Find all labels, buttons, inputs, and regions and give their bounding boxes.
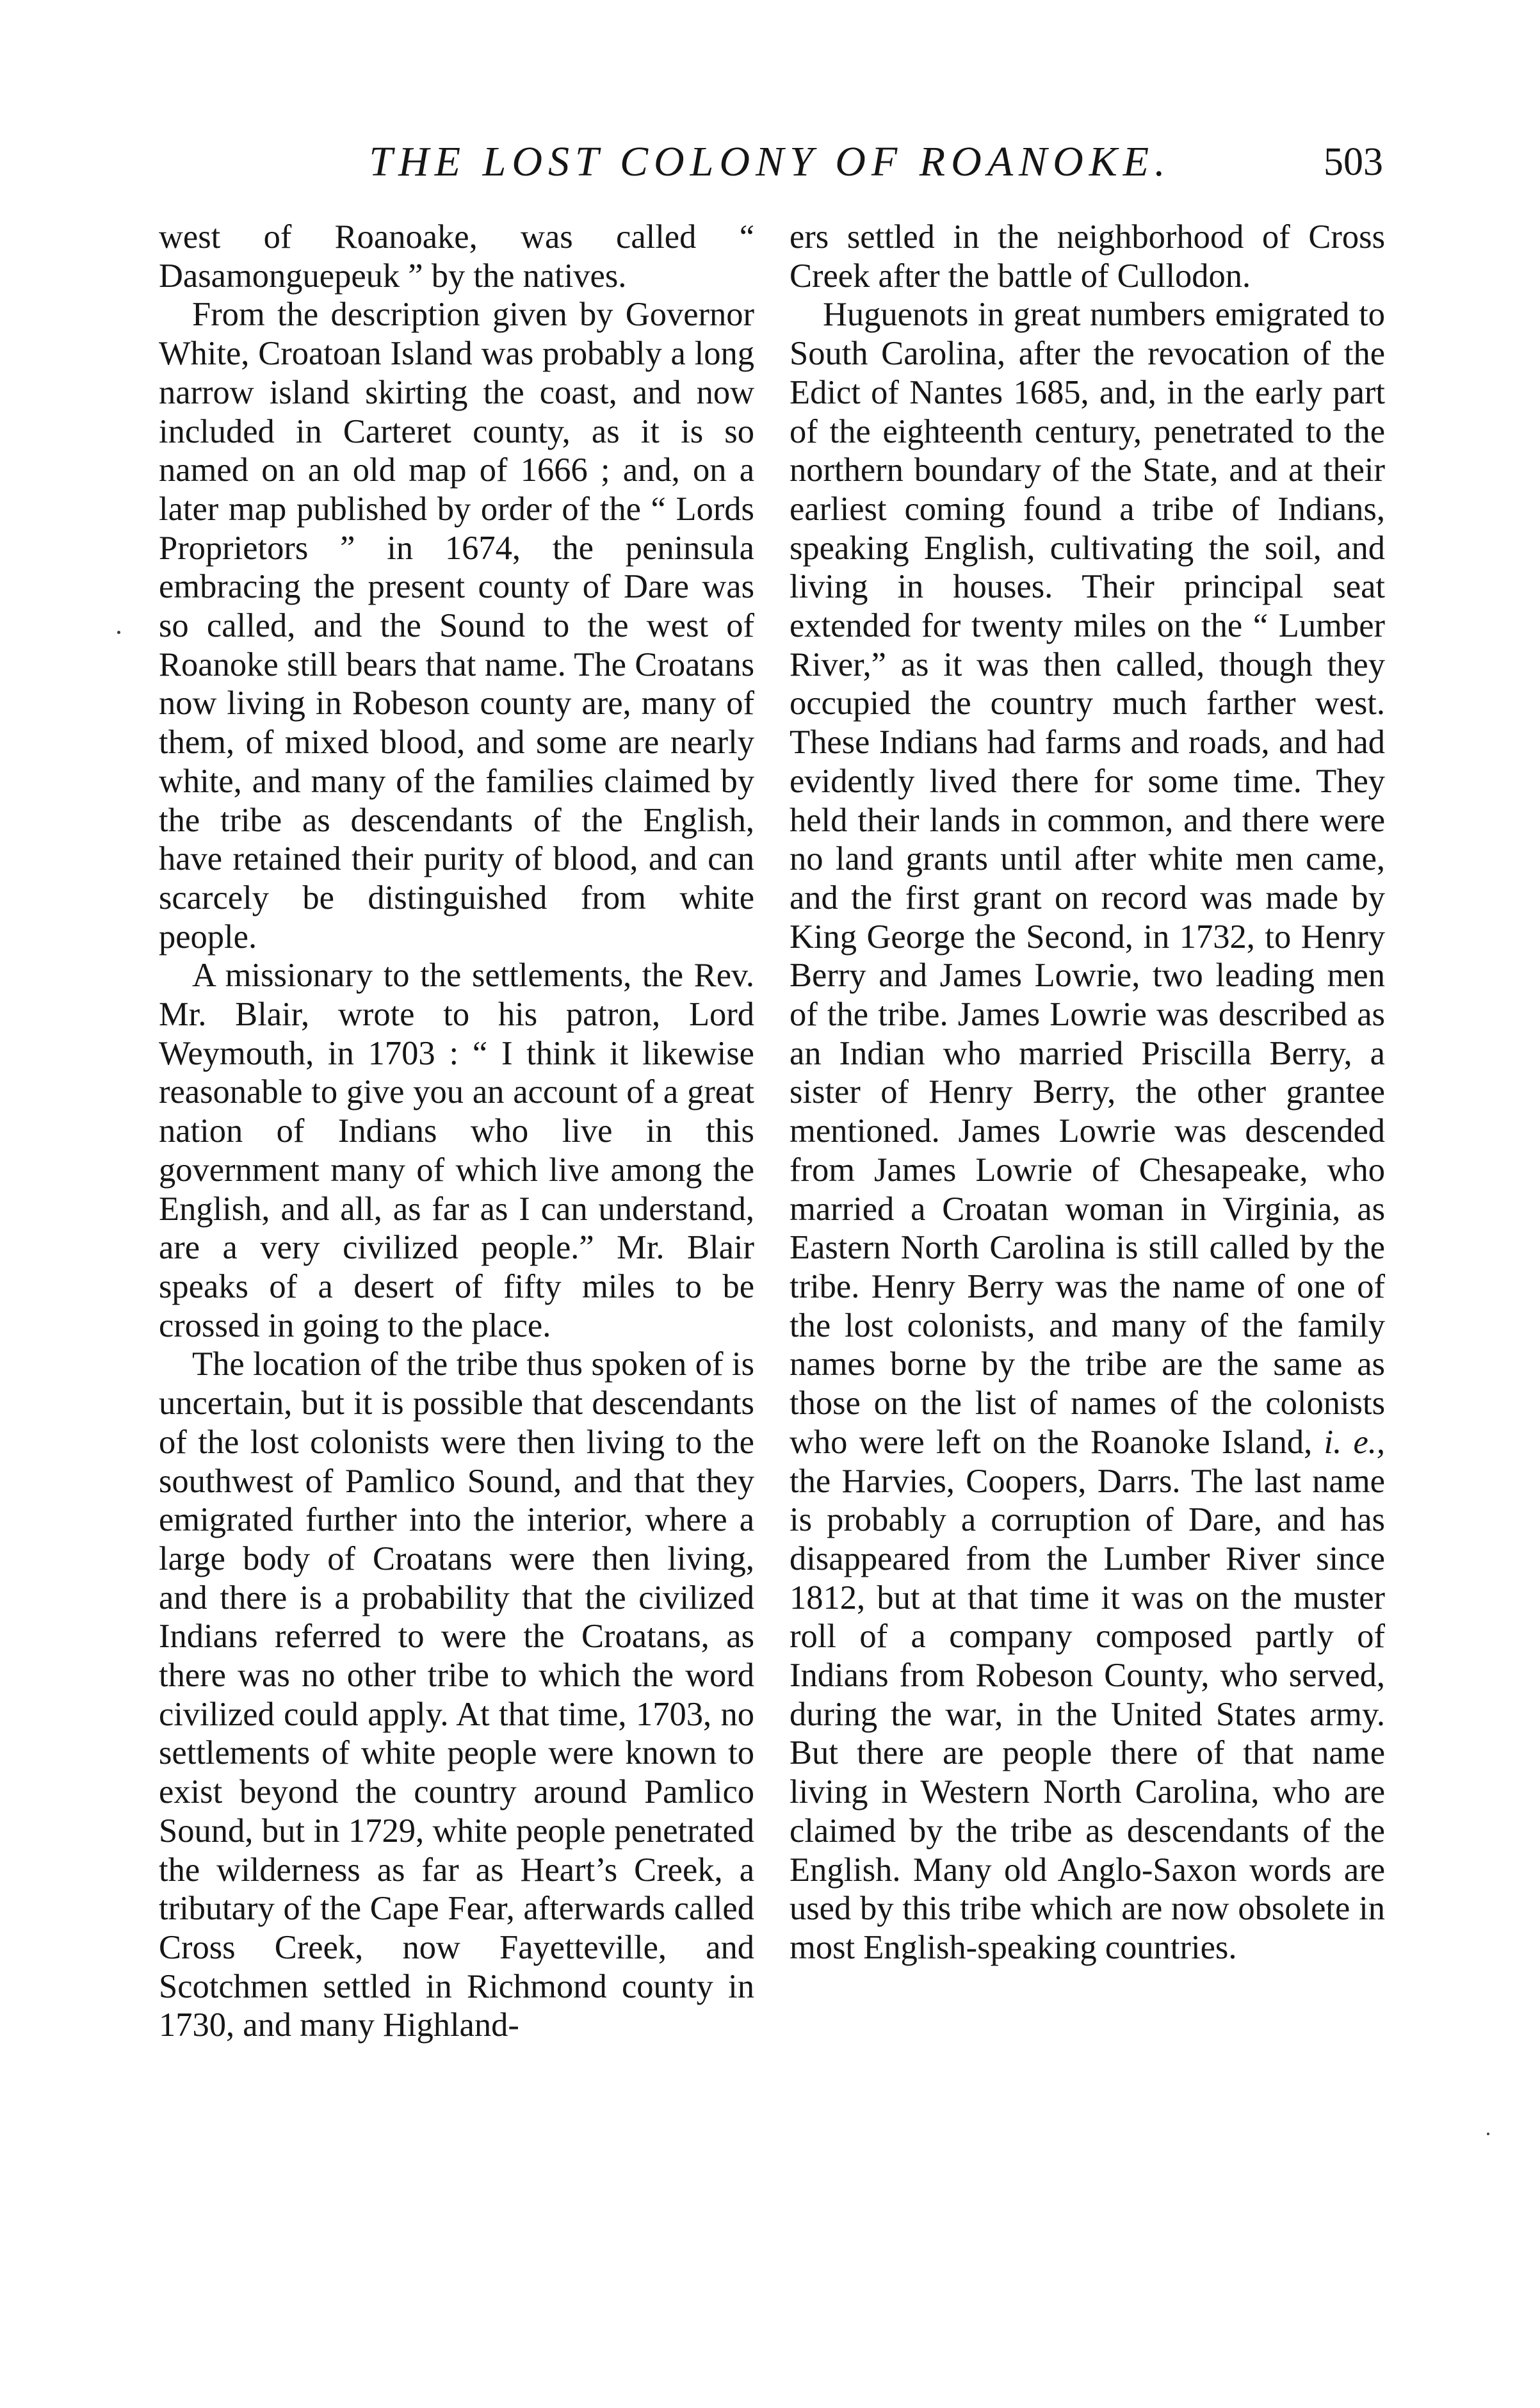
right-column xyxy=(790,218,1385,1967)
running-head xyxy=(0,133,1540,191)
abbreviation-ie: i. e., xyxy=(1324,1423,1386,1461)
print-speck xyxy=(117,631,120,634)
print-speck xyxy=(1487,2133,1489,2135)
paragraph-right-2-text: Huguenots in great numbers emigrated to South Carolina, after the revocation of the Edict of Nantes 1685, and, in the early part of the eighteenth century, penetrated to the northern boundary of the State, and at their earliest coming found a tribe of Indians, speaking English, cultivating the soil, and living in houses. Their principal seat extended for twenty miles on the “ Lumber River,” as it was then called, though they occupied the country much farther west. These Indians had farms and roads, and had evidently lived there for some time. They held their lands in common, and there were no land grants until after white men came, and the first grant on record was made by King George the Second, in 1732, to Henry Berry and James Lowrie, two leading men of the tribe. James Lowrie was described as an Indian who married Priscilla Berry, a sister of Henry Berry, the other grantee mentioned. James Lowrie was descended from James Lowrie of Chesapeake, who married a Croatan woman in Virginia, as Eastern North Carolina is still called by the tribe. Henry Berry was the name of one of the lost colonists, and many of the family names borne by the tribe are the same as those on the list of names of the colonists who were left on the Roanoke Island, xyxy=(790,296,1385,1461)
left-column xyxy=(159,218,754,2045)
paragraph-left-2: From the description given by Governor White, Croatoan Island was probably a long narrow island skirting the coast, and now included in Carteret county, as it is so named on an old map of 1666 ; and, on a later map published by order of the “ Lords Proprietors ” in 1674, the peninsula embracing the present county of Dare was so called, and the Sound to the west of Roanoke still bears that name. The Croatans now living in Robeson county are, many of them, of mixed blood, and some are nearly white, and many of the families claimed by the tribe as descendants of the English, have retained their purity of blood, and can scarcely be distinguished from white people. xyxy=(159,296,754,956)
paragraph-right-2 xyxy=(790,295,1385,1967)
paragraph-left-4: The location of the tribe thus spoken of is uncertain, but it is possible that descendants of the lost colonists were then living to the southwest of Pamlico Sound, and that they emigrated further into the interior, where a large body of Croatans were then living, and there is a probability that the civilized Indians referred to were the Croatans, as there was no other tribe to which the word civilized could apply. At that time, 1703, no settlements of white people were known to exist beyond the country around Pamlico Sound, but in 1729, white people penetrated the wilderness as far as Heart’s Creek, a tributary of the Cape Fear, afterwards called Cross Creek, now Fayetteville, and Scotchmen settled in Richmond county in 1730, and many Highland- xyxy=(159,1346,754,2044)
page-number: 503 xyxy=(1324,140,1383,184)
paragraph-left-1: west of Roanoake, was called “ Dasamonguepeuk ” by the natives. xyxy=(159,218,754,295)
paragraph-right-1: ers settled in the neighborhood of Cross Creek after the battle of Cullodon. xyxy=(790,218,1385,295)
paragraph-right-2-tail: the Harvies, Coopers, Darrs. The last name is probably a corruption of Dare, and has disappeared from the Lumber River since 1812, but at that time it was on the muster roll of a company composed partly of Indians from Robeson County, who served, during the war, in the United States army. But there are people there of that name living in Western North Carolina, who are claimed by the tribe as descendants of the English. Many old Anglo-Saxon words are used by this tribe which are now obsolete in most English-speaking countries. xyxy=(790,1462,1385,1966)
paragraph-left-3: A missionary to the settlements, the Rev. Mr. Blair, wrote to his patron, Lord Weymouth, in 1703 : “ I think it likewise reasonable to give you an account of a great nation of Indians who live in this government many of which live among the English, and all, as far as I can understand, are a very civilized people.” Mr. Blair speaks of a desert of fifty miles to be crossed in going to the place. xyxy=(159,957,754,1344)
running-title: THE LOST COLONY OF ROANOKE. xyxy=(369,138,1171,185)
